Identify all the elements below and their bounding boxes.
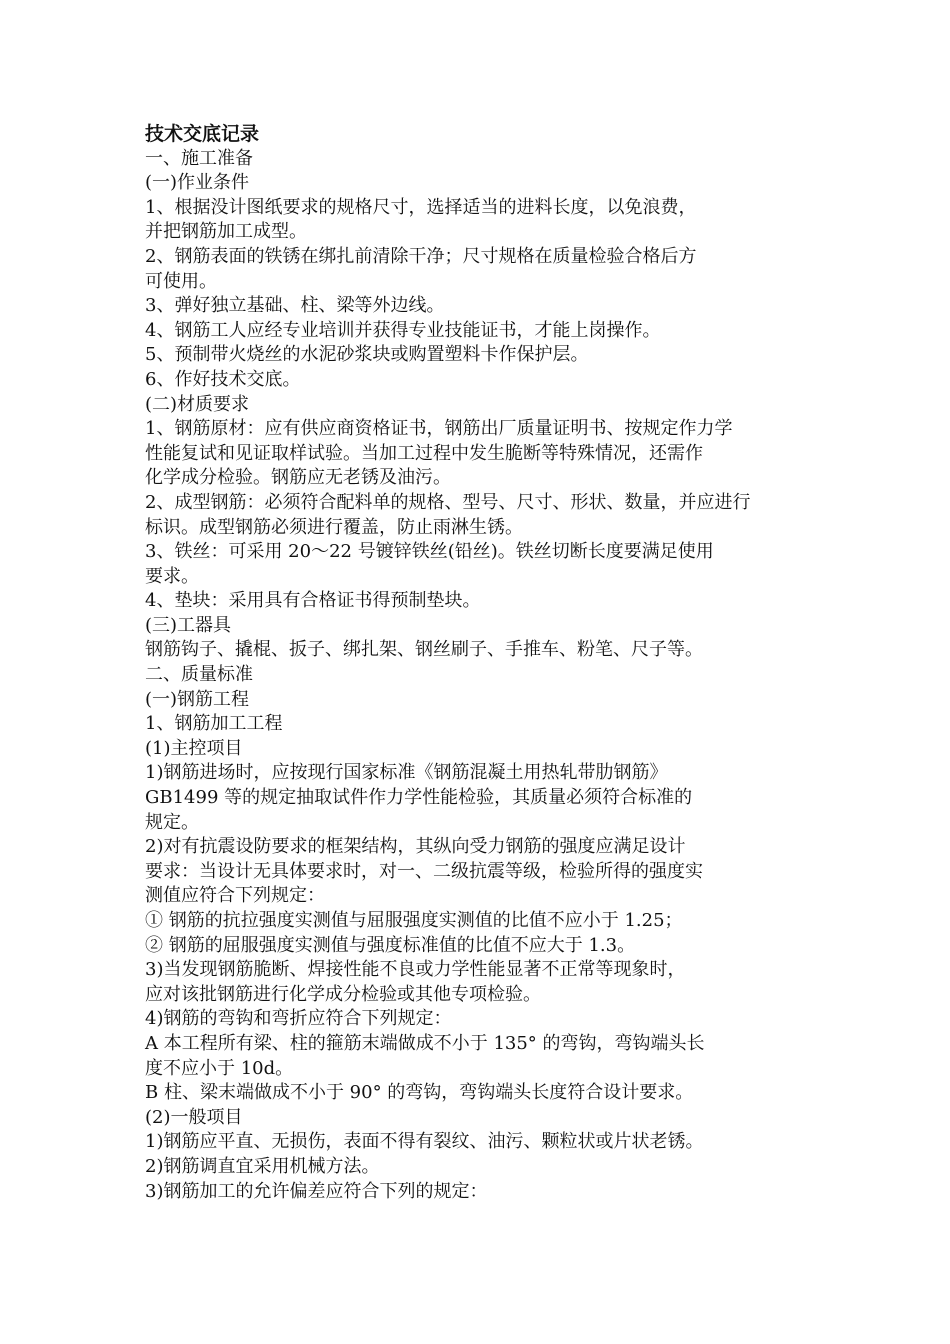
text-line: ① 钢筋的抗拉强度实测值与屈服强度实测值的比值不应小于 1.25； — [145, 910, 683, 931]
text-line: 并把钢筋加工成型。 — [145, 221, 307, 243]
text-line: 要求。 — [145, 565, 199, 587]
text-line: 2)钢筋调直宜采用机械方法。 — [145, 1155, 380, 1177]
text-line: (2)一般项目 — [145, 1106, 243, 1128]
text-line: 可使用。 — [145, 270, 217, 292]
text-line: 5、预制带火烧丝的水泥砂浆块或购置塑料卡作保护层。 — [145, 344, 589, 366]
text-line: 2、钢筋表面的铁锈在绑扎前清除干净；尺寸规格在质量检验合格后方 — [145, 245, 697, 267]
text-line: 测值应符合下列规定： — [145, 885, 325, 907]
text-line: 3)钢筋加工的允许偏差应符合下列的规定： — [145, 1180, 488, 1202]
text-line: 4)钢筋的弯钩和弯折应符合下列规定： — [145, 1008, 452, 1030]
text-line: 6、作好技术交底。 — [145, 368, 301, 390]
text-line: 2)对有抗震设防要求的框架结构，其纵向受力钢筋的强度应满足设计 — [145, 836, 686, 858]
text-line: (1)主控项目 — [145, 737, 243, 759]
text-line: 规定。 — [145, 811, 199, 833]
document-title: 技术交底记录 — [145, 123, 260, 145]
text-line: 性能复试和见证取样试验。当加工过程中发生脆断等特殊情况，还需作 — [145, 442, 703, 464]
text-line: 度不应小于 10d。 — [145, 1057, 294, 1079]
text-line: 1)钢筋进场时，应按现行国家标准《钢筋混凝土用热轧带肋钢筋》 — [145, 762, 668, 784]
text-line: 要求：当设计无具体要求时，对一、二级抗震等级，检验所得的强度实 — [145, 860, 703, 882]
text-line: (二)材质要求 — [145, 393, 250, 415]
text-line: 应对该批钢筋进行化学成分检验或其他专项检验。 — [145, 983, 541, 1005]
document-body — [145, 147, 815, 1205]
text-line: B 柱、梁末端做成不小于 90° 的弯钩，弯钩端头长度符合设计要求。 — [145, 1082, 694, 1104]
document-page — [145, 122, 815, 1204]
text-line: 3、弹好独立基础、柱、梁等外边线。 — [145, 295, 445, 317]
text-line: 2、成型钢筋：必须符合配料单的规格、型号、尺寸、形状、数量，并应进行 — [145, 491, 751, 513]
text-line: (三)工器具 — [145, 614, 232, 636]
text-line: 4、钢筋工人应经专业培训并获得专业技能证书，才能上岗操作。 — [145, 319, 661, 341]
text-line: (一)钢筋工程 — [145, 688, 250, 710]
text-line: 二、质量标准 — [145, 664, 253, 686]
text-line: 3、铁丝：可采用 20～22 号镀锌铁丝(铅丝)。铁丝切断长度要满足使用 — [145, 541, 714, 563]
text-line: 一、施工准备 — [145, 147, 253, 169]
text-line: A 本工程所有梁、柱的箍筋末端做成不小于 135° 的弯钩，弯钩端头长 — [145, 1032, 705, 1054]
text-line: 1、钢筋原材：应有供应商资格证书，钢筋出厂质量证明书、按规定作力学 — [145, 418, 733, 440]
text-line: 钢筋钩子、撬棍、扳子、绑扎架、钢丝刷子、手推车、粉笔、尺子等。 — [145, 639, 703, 661]
text-line: (一)作业条件 — [145, 172, 250, 194]
text-line: 化学成分检验。钢筋应无老锈及油污。 — [145, 467, 451, 489]
text-line: GB1499 等的规定抽取试件作力学性能检验，其质量必须符合标准的 — [145, 787, 693, 809]
text-line: 4、垫块：采用具有合格证书得预制垫块。 — [145, 590, 481, 612]
text-line: 标识。成型钢筋必须进行覆盖，防止雨淋生锈。 — [145, 516, 523, 538]
text-line: ② 钢筋的屈服强度实测值与强度标准值的比值不应大于 1.3。 — [145, 934, 636, 956]
text-line: 1、钢筋加工工程 — [145, 713, 283, 735]
text-line: 1)钢筋应平直、无损伤，表面不得有裂纹、油污、颗粒状或片状老锈。 — [145, 1131, 704, 1153]
text-line: 1、根据没计图纸要求的规格尺寸，选择适当的进料长度，以免浪费， — [145, 196, 697, 218]
text-line: 3)当发现钢筋脆断、焊接性能不良或力学性能显著不正常等现象时， — [145, 959, 686, 981]
